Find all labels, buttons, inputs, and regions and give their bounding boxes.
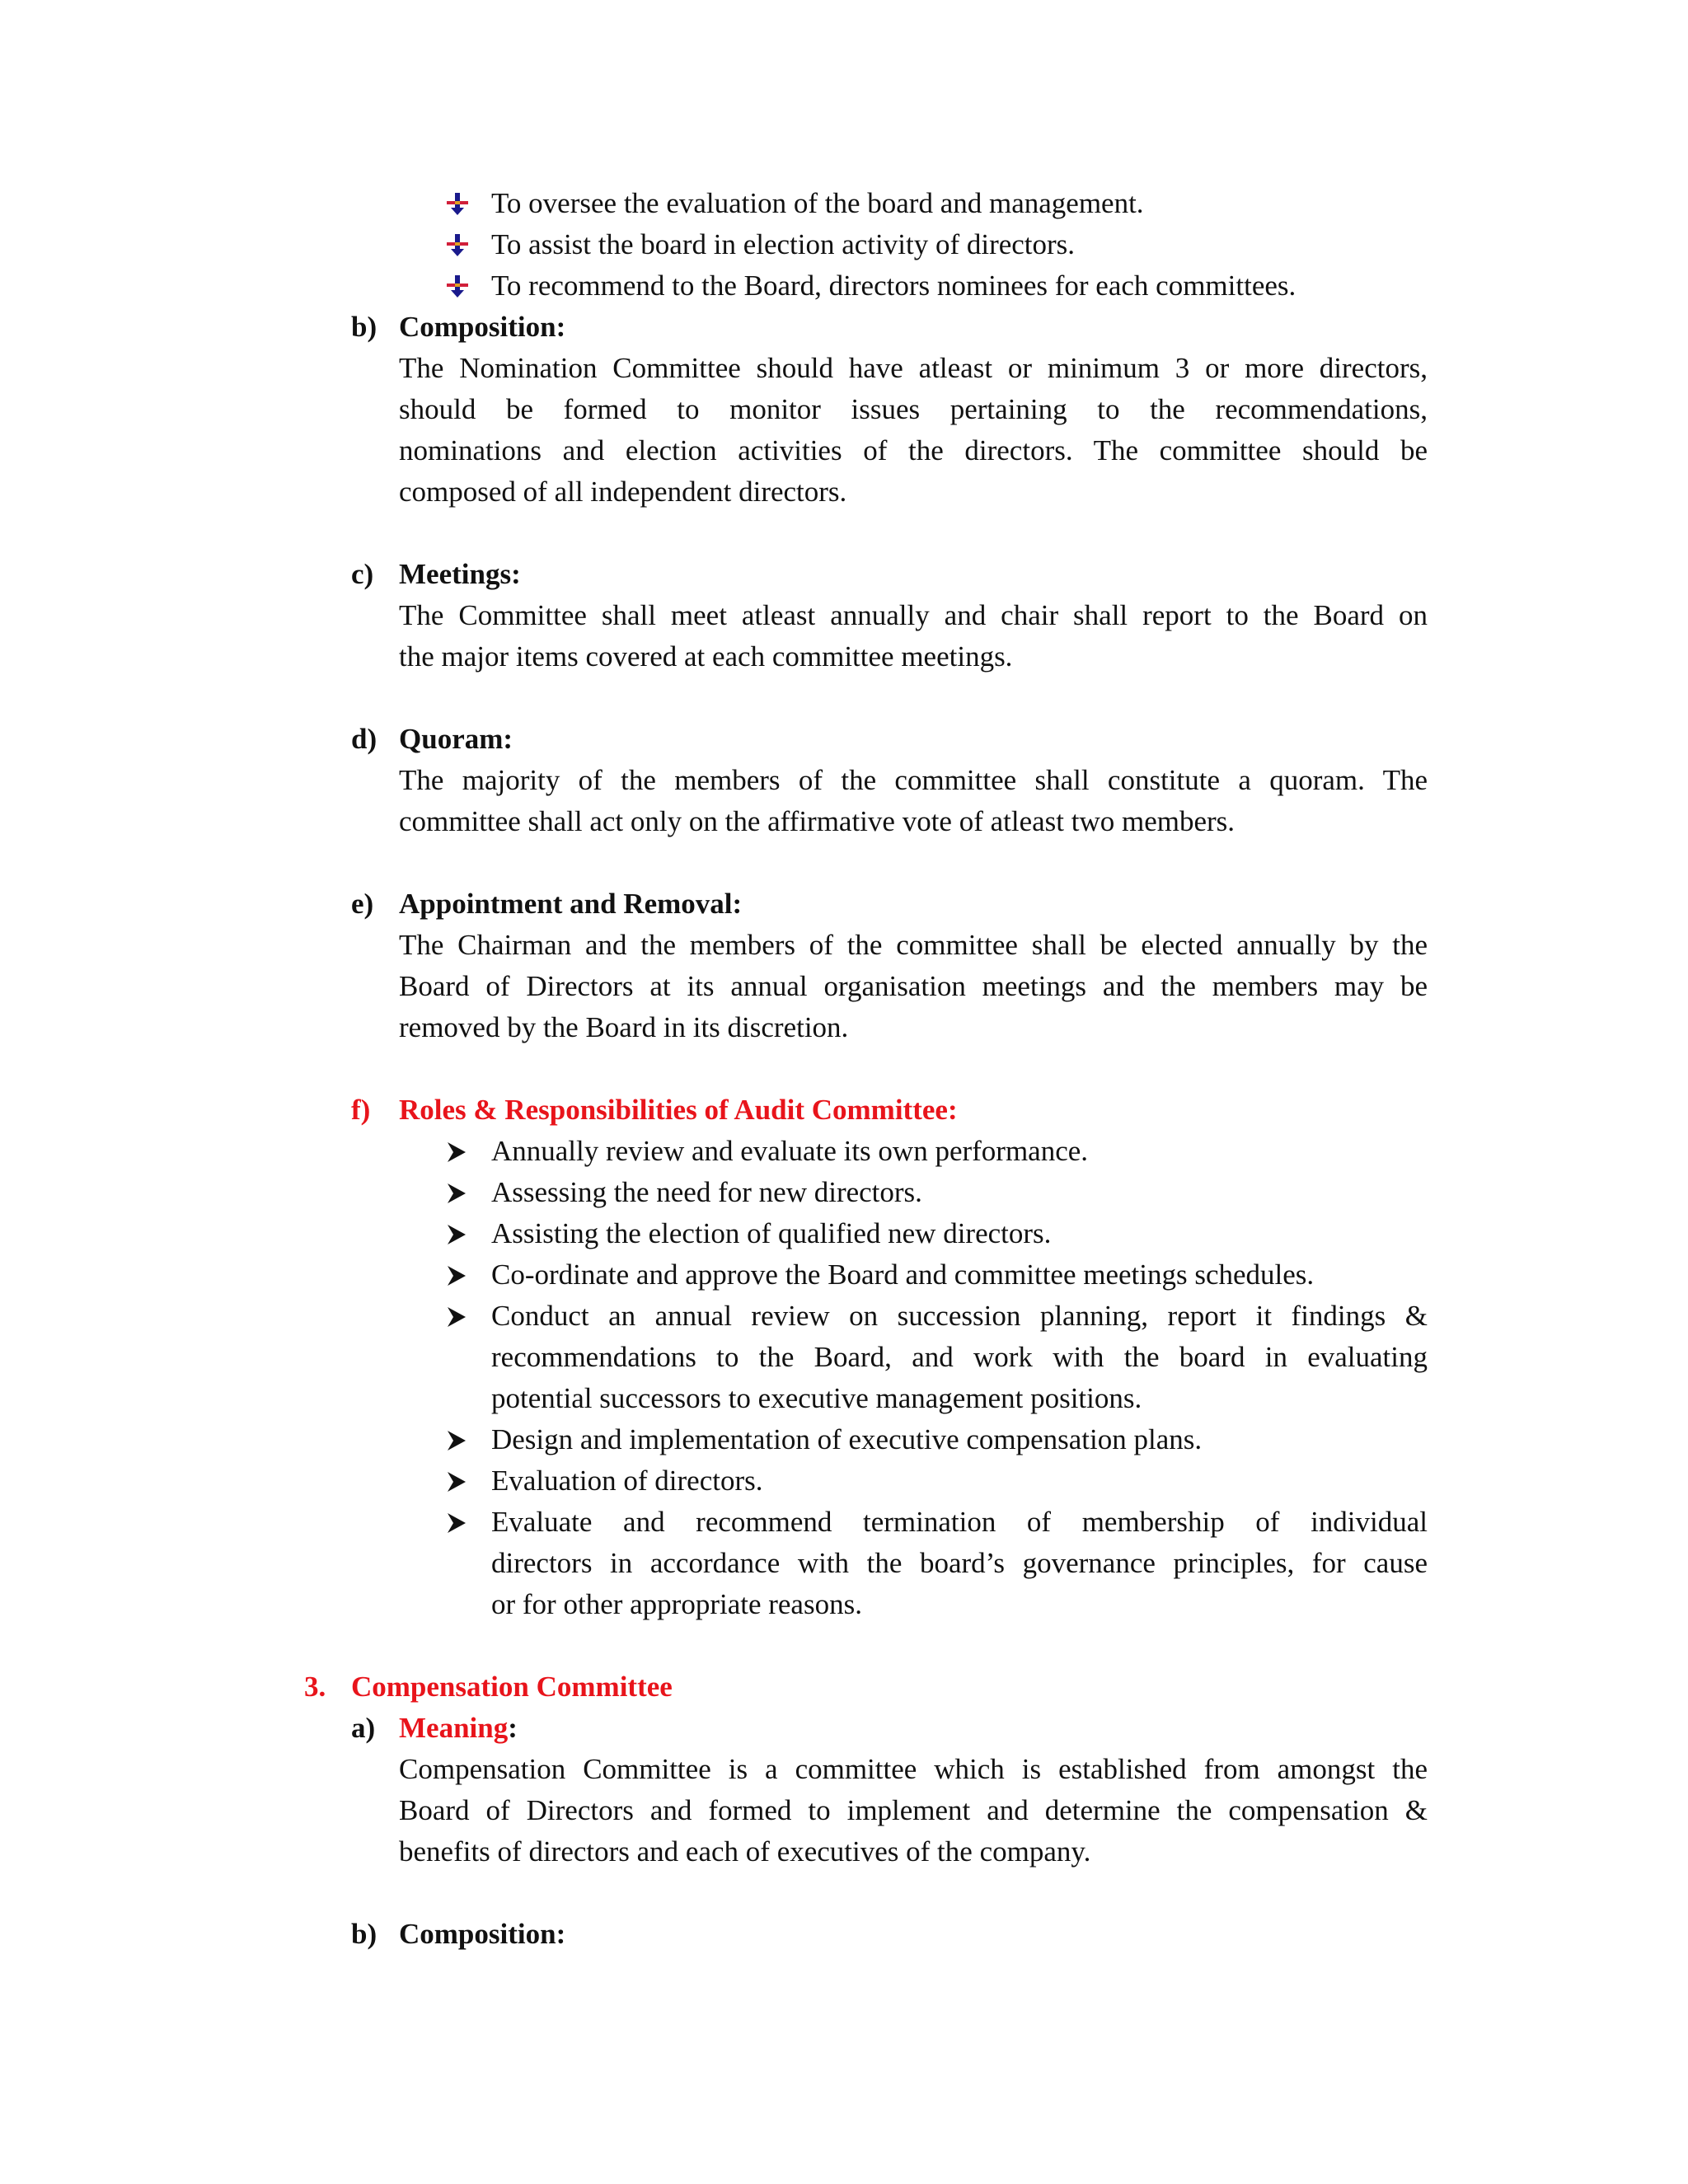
roles-item: Co-ordinate and approve the Board and committee meetings schedules.: [491, 1258, 1315, 1291]
paragraph-line: should be formed to monitor issues pertaining to the recommendations,: [399, 393, 1428, 425]
section-marker: b): [351, 1918, 377, 1950]
paragraph-line: nominations and election activities of the directors. The committee should be: [399, 434, 1428, 466]
arrowhead-bullet-icon: [446, 1305, 467, 1329]
nomination-duty-item: To oversee the evaluation of the board and management.: [491, 187, 1144, 219]
roles-item-continued: recommendations to the Board, and work with the board in evaluating: [491, 1341, 1428, 1373]
section-marker: a): [351, 1712, 376, 1744]
section-marker: f): [351, 1094, 371, 1126]
arrowhead-bullet-icon: [446, 1511, 467, 1535]
plus-arrow-bullet-icon: [445, 191, 470, 216]
meaning-heading-line: [399, 1708, 518, 1749]
nomination-duty-item: To assist the board in election activity of directors.: [491, 228, 1076, 260]
section-number: 3.: [304, 1671, 326, 1703]
arrowhead-bullet-icon: [446, 1264, 467, 1287]
section-marker: d): [351, 723, 377, 755]
section-heading: Quoram:: [399, 723, 513, 755]
nomination-duty-item: To recommend to the Board, directors nominees for each committees.: [491, 269, 1296, 302]
paragraph-line: The Committee shall meet atleast annually and chair shall report to the Board on: [399, 599, 1428, 631]
section-heading: Meetings:: [399, 558, 521, 590]
roles-item: Annually review and evaluate its own performance.: [491, 1135, 1089, 1167]
roles-item: Assisting the election of qualified new directors.: [491, 1217, 1052, 1249]
roles-item-continued: directors in accordance with the board’s governance principles, for cause: [491, 1547, 1428, 1579]
paragraph-line: the major items covered at each committee meetings.: [399, 640, 1013, 673]
section-marker: e): [351, 888, 374, 920]
roles-item: Design and implementation of executive compensation plans.: [491, 1423, 1203, 1455]
roles-item: Evaluation of directors.: [491, 1465, 763, 1497]
paragraph-line: The majority of the members of the committee shall constitute a quoram. The: [399, 764, 1428, 796]
roles-item: Evaluate and recommend termination of membership of individual: [491, 1506, 1428, 1538]
section-marker: b): [351, 311, 377, 343]
roles-item-continued: or for other appropriate reasons.: [491, 1588, 862, 1620]
section-heading: Roles & Responsibilities of Audit Committee:: [399, 1094, 958, 1126]
arrowhead-bullet-icon: [446, 1470, 467, 1493]
section-title: Compensation Committee: [351, 1671, 673, 1703]
section-heading: Composition:: [399, 1918, 566, 1950]
paragraph-line: The Nomination Committee should have atleast or minimum 3 or more directors,: [399, 352, 1428, 384]
section-heading: Appointment and Removal:: [399, 888, 743, 920]
roles-item: Conduct an annual review on succession planning, report it findings &: [491, 1300, 1428, 1332]
paragraph-line: Board of Directors at its annual organisation meetings and the members may be: [399, 970, 1428, 1002]
arrowhead-bullet-icon: [446, 1429, 467, 1452]
paragraph-line: composed of all independent directors.: [399, 476, 847, 508]
roles-item-continued: potential successors to executive management positions.: [491, 1382, 1142, 1414]
arrowhead-bullet-icon: [446, 1223, 467, 1246]
meaning-colon: :: [508, 1712, 518, 1744]
paragraph-line: Board of Directors and formed to implement and determine the compensation &: [399, 1794, 1428, 1826]
plus-arrow-bullet-icon: [445, 274, 470, 298]
meaning-heading: Meaning: [399, 1712, 509, 1744]
paragraph-line: benefits of directors and each of executives of the company.: [399, 1835, 1091, 1868]
paragraph-line: The Chairman and the members of the committee shall be elected annually by the: [399, 929, 1428, 961]
paragraph-line: Compensation Committee is a committee which is established from amongst the: [399, 1753, 1428, 1785]
paragraph-line: committee shall act only on the affirmative vote of atleast two members.: [399, 805, 1236, 837]
plus-arrow-bullet-icon: [445, 232, 470, 257]
section-marker: c): [351, 558, 374, 590]
arrowhead-bullet-icon: [446, 1182, 467, 1205]
arrowhead-bullet-icon: [446, 1141, 467, 1164]
section-heading: Composition:: [399, 311, 566, 343]
paragraph-line: removed by the Board in its discretion.: [399, 1011, 849, 1043]
roles-item: Assessing the need for new directors.: [491, 1176, 922, 1208]
